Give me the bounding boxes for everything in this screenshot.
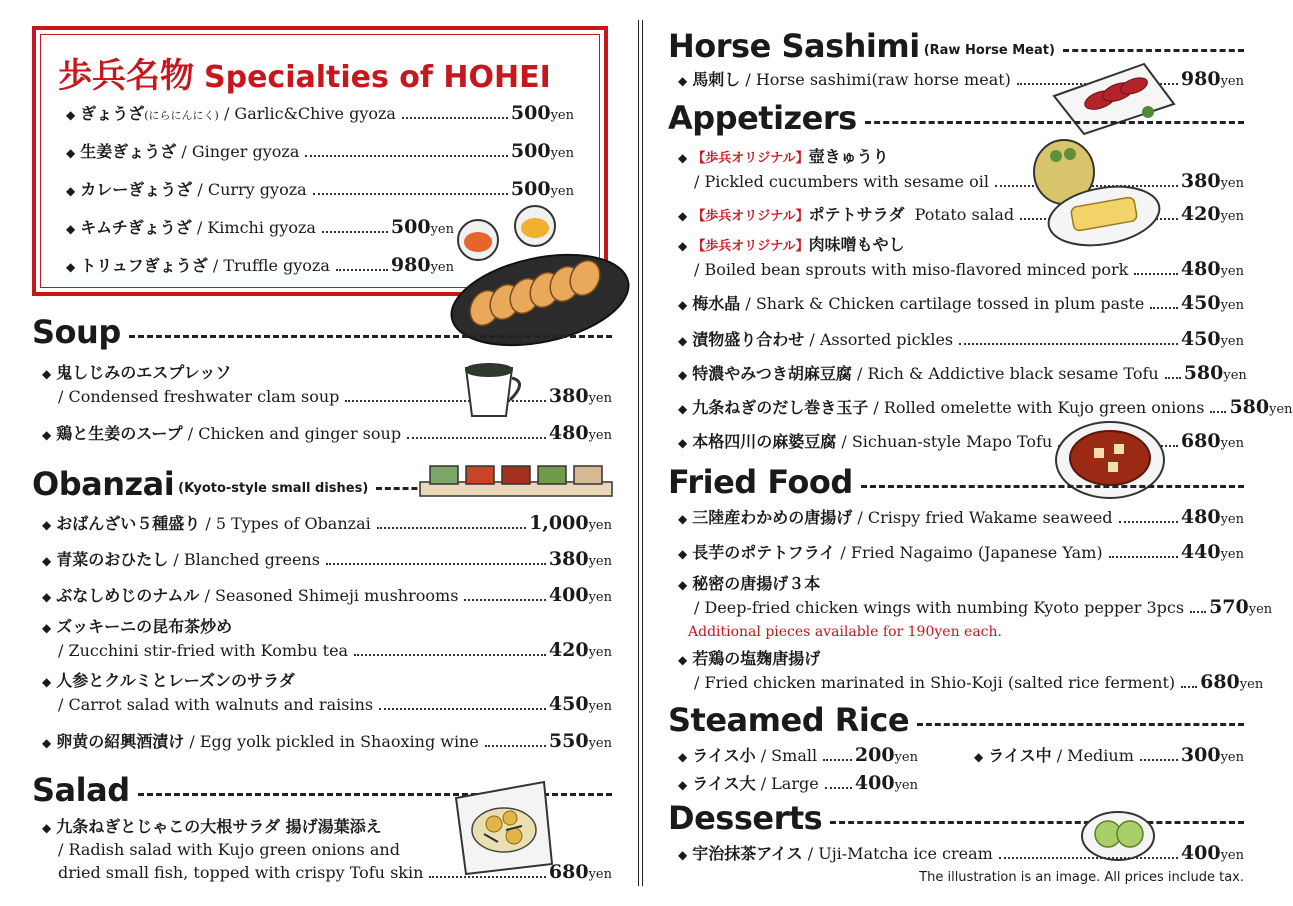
section-title: Horse Sashimi (668, 27, 920, 65)
section-header-horse-sashimi (668, 28, 1244, 64)
menu-item: ◆ ライス小 / Small 200yen (678, 744, 918, 766)
obanzai-plates-illustration (416, 460, 616, 502)
menu-item: ◆ 青菜のおひたし / Blanched greens 380yen (42, 548, 612, 570)
menu-item: ◆ 三陸産わかめの唐揚げ / Crispy fried Wakame seaweed 480yen (678, 506, 1244, 528)
menu-item: ◆ ライス中 / Medium 300yen (974, 744, 1244, 766)
menu-item: ◆ ぶなしめじのナムル / Seasoned Shimeji mushrooms 400yen (42, 584, 612, 606)
menu-item: ◆ キムチぎょうざ / Kimchi gyoza 500yen (66, 216, 454, 238)
menu-item: ◆ ぎょうざ(にらにんにく) / Garlic&Chive gyoza 500yen (66, 102, 574, 124)
menu-item: ◆ 生姜ぎょうざ / Ginger gyoza 500yen (66, 140, 574, 162)
menu-item: ◆ 宇治抹茶アイス / Uji-Matcha ice cream 400yen (678, 842, 1244, 864)
menu-item: ◆ カレーぎょうざ / Curry gyoza 500yen (66, 178, 574, 200)
section-title: Soup (32, 313, 121, 351)
menu-item: ◆ 梅水晶 / Shark & Chicken cartilage tossed in plum paste 450yen (678, 292, 1244, 314)
menu-item: ◆ 馬刺し / Horse sashimi(raw horse meat) 980yen (678, 68, 1244, 90)
section-title: Desserts (668, 799, 823, 837)
footnote: The illustration is an image. All prices include tax. (919, 870, 1244, 885)
menu-item: ◆ おばんざい５種盛り / 5 Types of Obanzai 1,000yen (42, 512, 612, 534)
column-divider (638, 20, 643, 886)
menu-item: ◆ 若鶏の塩麹唐揚げ / Fried chicken marinated in Shio-Koji (salted rice ferment) 680yen (678, 649, 1264, 693)
section-header-fried-food (668, 464, 1244, 500)
menu-item: ◆ 鬼しじみのエスプレッソ / Condensed freshwater clam soup 380yen (42, 363, 612, 407)
specialties-title-en: Specialties of HOHEI (204, 60, 551, 95)
menu-item: ◆ 【歩兵オリジナル】肉味噌もやし / Boiled bean sprouts with miso-flavored minced pork 480yen (678, 235, 1244, 280)
soup-cup-illustration (460, 360, 530, 422)
menu-item: ◆ 秘密の唐揚げ３本 / Deep-fried chicken wings with numbing Kyoto pepper 3pcs 570yen Additional pieces available for 190yen each. (678, 573, 1244, 643)
menu-item: ◆ ライス大 / Large 400yen (678, 772, 918, 794)
fried-note: Additional pieces available for 190yen each. (688, 624, 1002, 640)
menu-item: ◆ 人参とクルミとレーズンのサラダ / Carrot salad with walnuts and raisins 450yen (42, 671, 612, 715)
menu-item: ◆ 九条ねぎとじゃこの大根サラダ 揚げ湯葉添え / Radish salad with Kujo green onions and dried small fish, topped with crispy Tofu skin 680yen (42, 817, 612, 883)
section-title: Salad (32, 771, 130, 809)
menu-item: ◆ 鶏と生姜のスープ / Chicken and ginger soup 480yen (42, 422, 612, 444)
menu-item: ◆ 本格四川の麻婆豆腐 / Sichuan-style Mapo Tofu 680yen (678, 430, 1244, 452)
menu-item: ◆ 特濃やみつき胡麻豆腐 / Rich & Addictive black sesame Tofu 580yen (678, 362, 1247, 384)
menu-item: ◆ 【歩兵オリジナル】壺きゅうり / Pickled cucumbers with sesame oil 380yen (678, 147, 1244, 192)
section-title: Fried Food (668, 463, 853, 501)
section-header-appetizers (668, 100, 1244, 136)
menu-item: ◆ 漬物盛り合わせ / Assorted pickles 450yen (678, 328, 1244, 350)
menu-item: ◆ トリュフぎょうざ / Truffle gyoza 980yen (66, 254, 454, 276)
menu-item: ◆ 【歩兵オリジナル】ポテトサラダ Potato salad 420yen (678, 203, 1244, 225)
menu-item: ◆ 長芋のポテトフライ / Fried Nagaimo (Japanese Yam) 440yen (678, 541, 1244, 563)
specialties-title-ja: 歩兵名物 (58, 56, 194, 96)
section-subtitle: (Raw Horse Meat) (923, 43, 1055, 58)
section-title: Obanzai (32, 465, 175, 503)
menu-item: ◆ ズッキーニの昆布茶炒め / Zucchini stir-fried with Kombu tea 420yen (42, 617, 612, 661)
section-subtitle: (Kyoto-style small dishes) (178, 481, 369, 496)
section-title: Steamed Rice (668, 701, 910, 739)
menu-item: ◆ 九条ねぎのだし巻き玉子 / Rolled omelette with Kujo green onions 580yen (678, 396, 1293, 418)
section-header-soup (32, 314, 612, 350)
menu-item: ◆ 卵黄の紹興酒漬け / Egg yolk pickled in Shaoxing wine 550yen (42, 730, 612, 752)
section-header-steamed-rice (668, 702, 1244, 738)
specialties-title (58, 48, 551, 97)
section-title: Appetizers (668, 99, 857, 137)
